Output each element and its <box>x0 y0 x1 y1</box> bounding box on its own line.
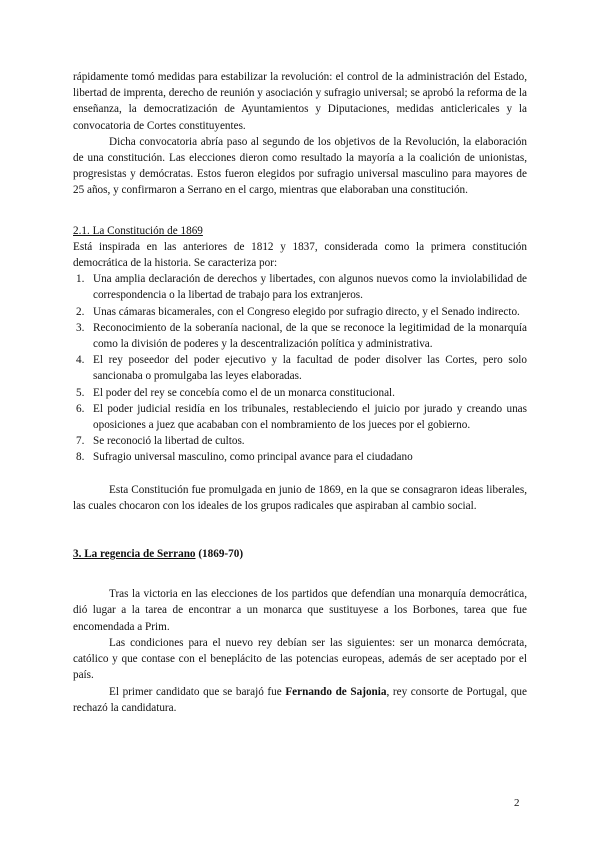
paragraph-king-conditions: Las condiciones para el nuevo rey debían ser las siguientes: ser un monarca demócrata, católico y que contase con el beneplácito de las potencias europeas, además de ser aceptado por el país. <box>73 636 527 682</box>
list-item-text: El poder del rey se concebía como el de un monarca constitucional. <box>93 386 395 399</box>
list-item-text: El poder judicial residía en los tribunales, restableciendo el juicio por jurado y creando unas oposiciones a juez que acababan con el nombramiento de los jueces por el gobierno. <box>93 402 527 432</box>
section-heading-serrano-regency <box>73 546 527 562</box>
section-heading-constitution-1869: 2.1. La Constitución de 1869 <box>73 224 203 237</box>
list-item <box>73 449 527 465</box>
list-item-number: 3. <box>76 321 85 334</box>
list-item-number: 2. <box>76 305 85 318</box>
list-item <box>73 385 527 401</box>
paragraph-monarch-search: Tras la victoria en las elecciones de los partidos que defendían una monarquía democrática, dió lugar a la tarea de encontrar a un monarca que sustituyese a los Borbones, tarea que fue encomendada a Prim. <box>73 588 527 633</box>
constitution-features-list <box>73 271 527 465</box>
list-item-number: 8. <box>76 451 85 464</box>
list-item-text: Unas cámaras bicamerales, con el Congreso elegido por sufragio directo, y el Senado indirecto. <box>93 305 520 318</box>
constitution-closing-paragraph: Esta Constitución fue promulgada en junio de 1869, en la que se consagraron ideas liberales, las cuales chocaron con los ideales de los grupos radicales que aspiraban al cambio social. <box>73 483 527 512</box>
list-item-text: Se reconoció la libertad de cultos. <box>93 435 245 448</box>
list-item <box>73 352 527 384</box>
list-item-number: 5. <box>76 386 85 399</box>
list-item-text: El rey poseedor del poder ejecutivo y la facultad de poder disolver las Cortes, pero solo sancionaba o promulgaba las leyes elaboradas. <box>93 354 527 383</box>
paragraph-first-candidate <box>73 684 527 716</box>
list-item <box>73 401 527 433</box>
list-item <box>73 271 527 303</box>
list-item-number: 4. <box>76 354 85 367</box>
paragraph-revolution-measures: rápidamente tomó medidas para estabilizar la revolución: el control de la administración del Estado, libertad de imprenta, derecho de reunión y asociación y sufragio universal; se aprobó la reforma de la enseñanza, la democratización de Ayuntamientos y Diputaciones, medidas anticlericales y la convocatoria de Cortes constituyentes. <box>73 71 527 132</box>
list-item <box>73 304 527 320</box>
section-heading-title: 3. La regencia de Serrano <box>73 548 196 561</box>
list-item-text: Sufragio universal masculino, como principal avance para el ciudadano <box>93 451 413 464</box>
section-heading-dates: (1869-70) <box>195 548 244 561</box>
list-item <box>73 433 527 449</box>
list-item-text: Una amplia declaración de derechos y libertades, con algunos nuevos como la inviolabilidad de correspondencia o la libertad de trabajo para los extranjeros. <box>93 273 527 302</box>
constitution-intro: Está inspirada en las anteriores de 1812 y 1837, considerada como la primera constitución democrática de la historia. Se caracteriza por: <box>73 240 527 270</box>
candidate-name: Fernando de Sajonia <box>285 685 387 698</box>
list-item-number: 6. <box>76 402 85 415</box>
list-item <box>73 320 527 352</box>
page-number: 2 <box>514 797 520 809</box>
list-item-number: 7. <box>76 435 85 448</box>
candidate-text-before: El primer candidato que se barajó fue <box>109 685 286 698</box>
list-item-number: 1. <box>76 273 85 286</box>
list-item-text: Reconocimiento de la soberanía nacional, de la que se reconoce la legitimidad de la monarquía como la división de poderes y la descentralización política y administrativa. <box>93 321 527 351</box>
candidate-text-after: , rey consorte de Portugal, que rechazó la candidatura. <box>73 685 527 714</box>
page-body <box>73 69 527 716</box>
paragraph-constituent-cortes: Dicha convocatoria abría paso al segundo de los objetivos de la Revolución, la elaboración de una constitución. Las elecciones dieron como resultado la mayoría a la coalición de unionistas, progresistas y demócratas. Estos fueron elegidos por sufragio universal masculino para mayores de 25 años, y confirmaron a Serrano en el cargo, mientras que elaboraban una constitución. <box>73 135 527 197</box>
